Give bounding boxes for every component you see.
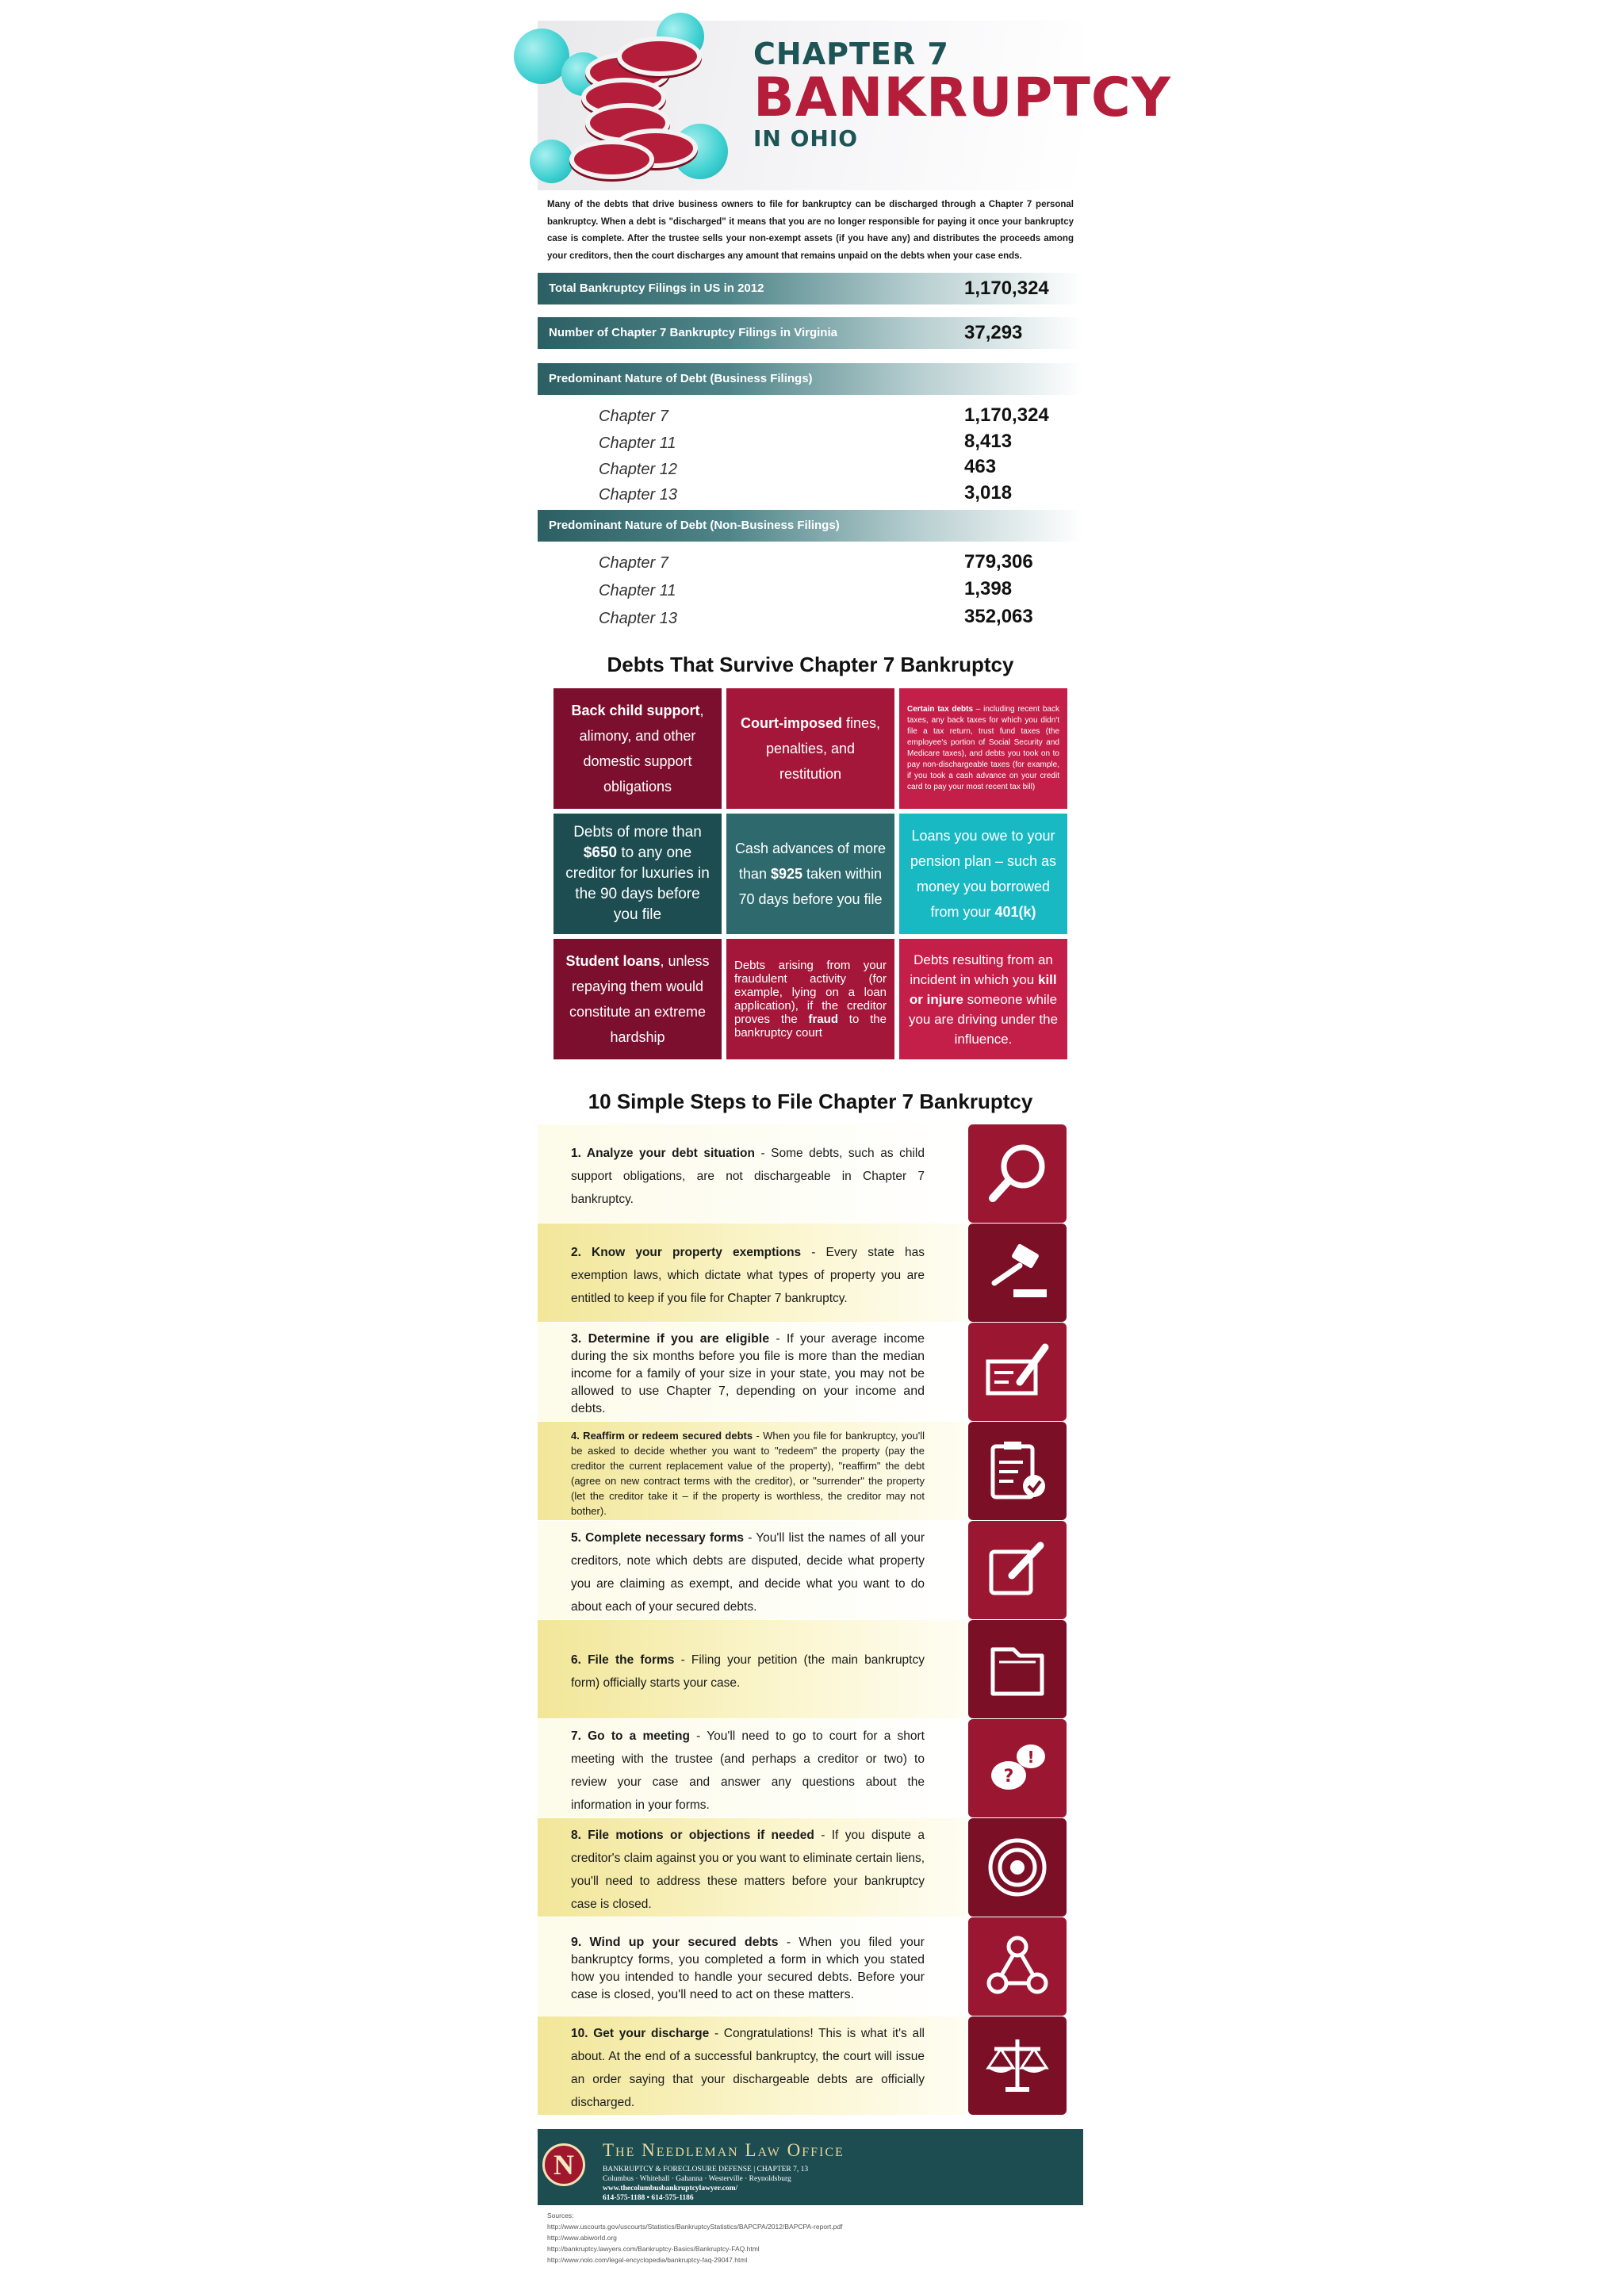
- chapter-label: Chapter 13: [599, 486, 677, 504]
- step-body: - Congratulations! This is what it's all about. At the end of a successful bankruptcy, the court will issue an order saying that your dischargeable debts are officially discharged.: [571, 2027, 925, 2109]
- tile-bold: Student loans: [565, 953, 661, 969]
- speech-bubbles-icon: [968, 1719, 1067, 1817]
- stat-band-virginia: [538, 317, 1083, 349]
- step-text: [538, 1521, 966, 1619]
- tile-text: [907, 704, 1059, 793]
- debt-tile-court-fines: [726, 688, 894, 809]
- tile-text: [907, 823, 1059, 925]
- tile-text: [734, 836, 887, 912]
- tile-text: [907, 950, 1059, 1049]
- tile-body: taken within 70 days before you file: [738, 866, 883, 907]
- stat-label: Number of Chapter 7 Bankruptcy Filings in Virginia: [549, 326, 837, 339]
- step-body: - When you filed your bankruptcy forms, you completed a form in which you stated how you intended to handle your secured debts. Before your case is closed, you'll need to act on these matters.: [571, 1936, 925, 2001]
- step-heading: 5. Complete necessary forms: [571, 1531, 745, 1545]
- tile-text: [561, 822, 714, 925]
- step-2: [538, 1224, 1083, 1322]
- step-3: [538, 1323, 1083, 1421]
- firm-website-link[interactable]: www.thecolumbusbankruptcylawyer.com/: [603, 2185, 738, 2193]
- source-link[interactable]: http://www.nolo.com/legal-encyclopedia/bankruptcy-faq-29047.html: [547, 2256, 748, 2264]
- debt-tile-cash-advances: [726, 814, 894, 934]
- stat-value: 1,170,324: [964, 278, 1049, 299]
- sources-label: Sources:: [547, 2212, 574, 2219]
- stat-value: 37,293: [964, 322, 1023, 343]
- scales-icon: [968, 2016, 1067, 2115]
- chapter-label: Chapter 7: [599, 554, 668, 572]
- chapter-label: Chapter 12: [599, 461, 677, 478]
- tile-text: [734, 959, 887, 1040]
- section-band-business: [538, 363, 1083, 395]
- step-1: [538, 1124, 1083, 1223]
- debt-tile-luxuries: [553, 814, 722, 934]
- step-heading: 1. Analyze your debt situation: [571, 1146, 755, 1160]
- step-body: - If your average income during the six months before you file is more than the median income for a family of your size in your state, you may not be allowed to use Chapter 7, depending on your income and debts.: [571, 1332, 925, 1415]
- tile-body: fines, penalties, and restitution: [765, 715, 881, 782]
- step-body: - Every state has exemption laws, which dictate what types of property you are entitled to keep if you file for Chapter 7 bankruptcy.: [571, 1245, 925, 1305]
- step-heading: 9. Wind up your secured debts: [571, 1936, 779, 1949]
- step-heading: 6. File the forms: [571, 1653, 675, 1667]
- step-body: - Some debts, such as child support obligations, are not dischargeable in Chapter 7 bankruptcy.: [571, 1146, 925, 1206]
- tile-bold: Back child support: [571, 703, 700, 718]
- svg-text:?: ?: [1003, 1767, 1014, 1787]
- step-8: [538, 1818, 1083, 1917]
- tile-bold: kill or injure: [909, 971, 1057, 1007]
- tile-pre: Debts of more than: [573, 824, 702, 841]
- tile-text: [734, 710, 887, 787]
- section-label: Predominant Nature of Debt (Non-Business Filings): [549, 519, 840, 532]
- tile-body: to any one creditor for luxuries in the 90 days before you file: [565, 844, 710, 923]
- chapter-value: 1,398: [964, 578, 1013, 599]
- svg-text:!: !: [1027, 1748, 1035, 1767]
- chapter-value: 8,413: [964, 431, 1013, 452]
- tile-pre: Debts resulting from an incident in which you: [910, 952, 1053, 987]
- stat-band-total: [538, 273, 1083, 304]
- step-heading: 2. Know your property exemptions: [571, 1245, 802, 1259]
- title-line-3: IN OHIO: [753, 125, 859, 151]
- edit-form-icon: [968, 1521, 1067, 1619]
- header-banner: [538, 21, 1172, 190]
- firm-logo: N: [542, 2143, 585, 2186]
- tile-body: someone while you are driving under the influence.: [908, 991, 1059, 1047]
- chapter-value: 352,063: [964, 606, 1033, 627]
- title-line-2: BANKRUPTCY: [753, 67, 1172, 129]
- debt-tile-student-loans: [553, 939, 722, 1059]
- tile-pre: Debts arising from your fraudulent activity (for example, lying on a loan application), if the creditor proves the: [734, 959, 887, 1026]
- chapter-label: Chapter 13: [599, 610, 677, 627]
- step-7: [538, 1719, 1083, 1817]
- chapter-label: Chapter 7: [599, 408, 668, 425]
- step-body: - When you file for bankruptcy, you'll be asked to decide whether you want to "redeem" the property (pay the creditor the current replacement value of the property), "reaffirm" the debt (agree on new contract terms with the creditor), or "surrender" the property (let the creditor take it – if the property is worthless, the creditor may not bother).: [571, 1430, 925, 1517]
- step-text: [538, 1917, 966, 2016]
- title-line-1: CHAPTER 7: [753, 36, 949, 71]
- step-text: [538, 1224, 966, 1322]
- firm-name: The Needleman Law Office: [603, 2140, 845, 2160]
- gavel-icon: [968, 1224, 1067, 1322]
- source-link[interactable]: http://www.abiworld.org: [547, 2234, 617, 2242]
- tile-bold: $650: [583, 844, 618, 861]
- step-body: - Filing your petition (the main bankruptcy form) officially starts your case.: [571, 1653, 925, 1690]
- debt-tile-fraud: [726, 939, 894, 1059]
- tile-body: , alimony, and other domestic support obligations: [579, 703, 704, 795]
- step-4: [538, 1422, 1083, 1520]
- step-text: [538, 1620, 966, 1718]
- debts-section-title: Debts That Survive Chapter 7 Bankruptcy: [607, 653, 1014, 676]
- step-text: [538, 1323, 966, 1421]
- firm-phones: 614-575-1188 • 614-575-1186: [603, 2194, 694, 2202]
- network-icon: [968, 1917, 1067, 2016]
- tile-bold: Certain tax debts: [907, 705, 974, 714]
- firm-tagline: BANKRUPTCY & FORECLOSURE DEFENSE | CHAPTER 7, 13: [603, 2166, 809, 2173]
- tile-pre: Cash advances of more than: [734, 841, 887, 882]
- section-label: Predominant Nature of Debt (Business Filings): [549, 372, 813, 385]
- source-link[interactable]: http://www.uscourts.gov/uscourts/Statistics/BankruptcyStatistics/BAPCPA/2012/BAPCPA-report.pdf: [547, 2223, 843, 2231]
- step-heading: 3. Determine if you are eligible: [571, 1332, 770, 1346]
- debt-tile-dui-injury: [899, 939, 1067, 1059]
- step-body: - You'll list the names of all your creditors, note which debts are disputed, decide what property you are claiming as exempt, and decide what you want to do about each of your secured debts.: [571, 1531, 925, 1614]
- step-text: [538, 1422, 966, 1520]
- step-body: - You'll need to go to court for a short meeting with the trustee (and perhaps a creditor or two) to review your case and answer any questions about the information in your forms.: [571, 1729, 925, 1812]
- step-text: [538, 1818, 966, 1917]
- tile-pre: Loans you owe to your pension plan – such as money you borrowed from your: [910, 828, 1057, 920]
- coin-stack-icon: [617, 36, 702, 76]
- steps-section-title: 10 Simple Steps to File Chapter 7 Bankruptcy: [588, 1090, 1033, 1113]
- source-link[interactable]: http://bankruptcy.lawyers.com/Bankruptcy-Basics/Bankruptcy-FAQ.html: [547, 2245, 760, 2253]
- check-sign-icon: [968, 1323, 1067, 1421]
- chapter-value: 779,306: [964, 551, 1033, 573]
- tile-bold: fraud: [808, 1013, 838, 1026]
- step-heading: 10. Get your discharge: [571, 2027, 710, 2040]
- tile-bold: 401(k): [994, 904, 1036, 920]
- step-text: [538, 2016, 966, 2115]
- step-heading: 4. Reaffirm or redeem secured debts: [571, 1430, 753, 1442]
- step-heading: 8. File motions or objections if needed: [571, 1829, 814, 1842]
- step-text: [538, 1719, 966, 1817]
- chapter-label: Chapter 11: [599, 435, 676, 452]
- debt-tile-tax-debts: [899, 688, 1067, 809]
- sources-list: [538, 2210, 1093, 2265]
- tile-body: to the bankruptcy court: [734, 1013, 887, 1040]
- tile-body: – including recent back taxes, any back taxes for which you didn't file a tax return, trust fund taxes (the employee's portion of Social Security and Medicare taxes), and debts you took on to pay non-dischargeable taxes (for example, if you took a cash advance on your credit card to pay your most recent tax bill): [907, 705, 1059, 791]
- step-6: [538, 1620, 1083, 1718]
- step-5: [538, 1521, 1083, 1619]
- chapter-value: 463: [964, 456, 997, 477]
- folder-icon: [968, 1620, 1067, 1718]
- firm-cities: Columbus · Whitehall · Gahanna · Westerville · Reynoldsburg: [603, 2175, 791, 2183]
- magnifier-icon: [968, 1124, 1067, 1223]
- step-text: [538, 1124, 966, 1223]
- target-icon: [968, 1818, 1067, 1917]
- tile-body: , unless repaying them would constitute an extreme hardship: [569, 953, 710, 1045]
- intro-paragraph: Many of the debts that drive business owners to file for bankruptcy can be discharged through a Chapter 7 personal bankruptcy. When a debt is "discharged" it means that you are no longer responsible for paying it once your bankruptcy case is complete. After the trustee sells your non-exempt assets (if you have any) and distributes the proceeds among your creditors, then the court discharges any amount that remains unpaid on the debts when your case ends.: [547, 200, 1074, 261]
- section-band-nonbusiness: [538, 510, 1083, 542]
- step-body: - If you dispute a creditor's claim against you or you want to eliminate certain liens, you'll need to address these matters before your bankruptcy case is closed.: [571, 1829, 925, 1911]
- step-heading: 7. Go to a meeting: [571, 1729, 690, 1743]
- footer-banner: [538, 2129, 1083, 2205]
- step-9: [538, 1917, 1083, 2016]
- tile-bold: Court-imposed: [740, 715, 842, 731]
- tile-bold: $925: [770, 866, 803, 882]
- tile-text: [561, 698, 714, 799]
- stat-label: Total Bankruptcy Filings in US in 2012: [549, 281, 764, 295]
- debt-tile-pension-loans: [899, 814, 1067, 934]
- clipboard-check-icon: [968, 1422, 1067, 1520]
- debt-tile-child-support: [553, 688, 722, 809]
- chapter-label: Chapter 11: [599, 582, 676, 599]
- coin-stack-icon: [569, 140, 654, 179]
- tile-text: [561, 948, 714, 1050]
- step-10: [538, 2016, 1083, 2115]
- chapter-value: 1,170,324: [964, 404, 1049, 426]
- coin-decoration: [530, 140, 573, 183]
- chapter-value: 3,018: [964, 482, 1013, 504]
